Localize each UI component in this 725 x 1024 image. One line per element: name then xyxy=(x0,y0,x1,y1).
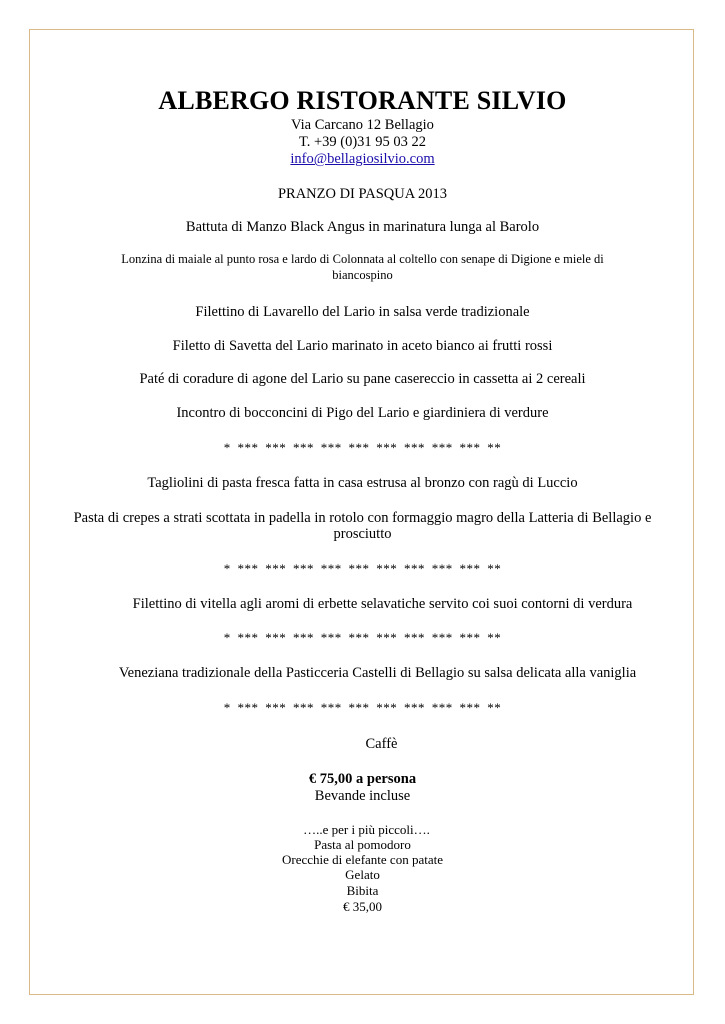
separator-4: * *** *** *** *** *** *** *** *** *** ** xyxy=(223,700,502,715)
kids-item-4: Bibita xyxy=(346,883,379,898)
starter-2-line-2: biancospino xyxy=(332,268,393,282)
kids-price: € 35,00 xyxy=(343,899,382,914)
main-course: Filettino di vitella agli aromi di erbette selavatiche servito coi suoi contorni di verdura xyxy=(132,596,633,612)
phone: T. +39 (0)31 95 03 22 xyxy=(298,134,427,150)
menu-heading: PRANZO DI PASQUA 2013 xyxy=(277,186,448,202)
kids-intro: …..e per i più piccoli…. xyxy=(303,822,430,837)
first-course-2-line-2: prosciutto xyxy=(333,526,392,542)
kids-item-3: Gelato xyxy=(345,867,380,882)
starter-4: Filetto di Savetta del Lario marinato in aceto bianco ai frutti rossi xyxy=(172,338,553,354)
dessert: Veneziana tradizionale della Pasticceria Castelli di Bellagio su salsa delicata alla vaniglia xyxy=(118,665,637,681)
drinks-included: Bevande incluse xyxy=(314,788,411,804)
starter-5: Paté di coradure di agone del Lario su pane casereccio in cassetta ai 2 cereali xyxy=(139,371,586,387)
menu-price: € 75,00 a persona xyxy=(308,771,417,787)
email-link[interactable]: info@bellagiosilvio.com xyxy=(290,151,435,167)
separator-1: * *** *** *** *** *** *** *** *** *** ** xyxy=(223,440,502,455)
starter-1: Battuta di Manzo Black Angus in marinatura lunga al Barolo xyxy=(185,219,540,235)
kids-item-2: Orecchie di elefante con patate xyxy=(282,852,443,867)
starter-6: Incontro di bocconcini di Pigo del Lario e giardiniera di verdure xyxy=(176,405,549,421)
restaurant-title: ALBERGO RISTORANTE SILVIO xyxy=(158,86,567,115)
starter-3: Filettino di Lavarello del Lario in salsa verde tradizionale xyxy=(195,304,530,320)
coffee: Caffè xyxy=(365,736,398,752)
separator-2: * *** *** *** *** *** *** *** *** *** ** xyxy=(223,561,502,576)
first-course-1: Tagliolini di pasta fresca fatta in casa estrusa al bronzo con ragù di Luccio xyxy=(147,475,578,491)
starter-2-line-1: Lonzina di maiale al punto rosa e lardo di Colonnata al coltello con senape di Digione e miele di xyxy=(121,252,604,266)
first-course-2-line-1: Pasta di crepes a strati scottata in padella in rotolo con formaggio magro della Latteria di Bellagio e xyxy=(73,510,652,526)
address: Via Carcano 12 Bellagio xyxy=(291,117,434,133)
separator-3: * *** *** *** *** *** *** *** *** *** ** xyxy=(223,630,502,645)
kids-item-1: Pasta al pomodoro xyxy=(314,837,411,852)
